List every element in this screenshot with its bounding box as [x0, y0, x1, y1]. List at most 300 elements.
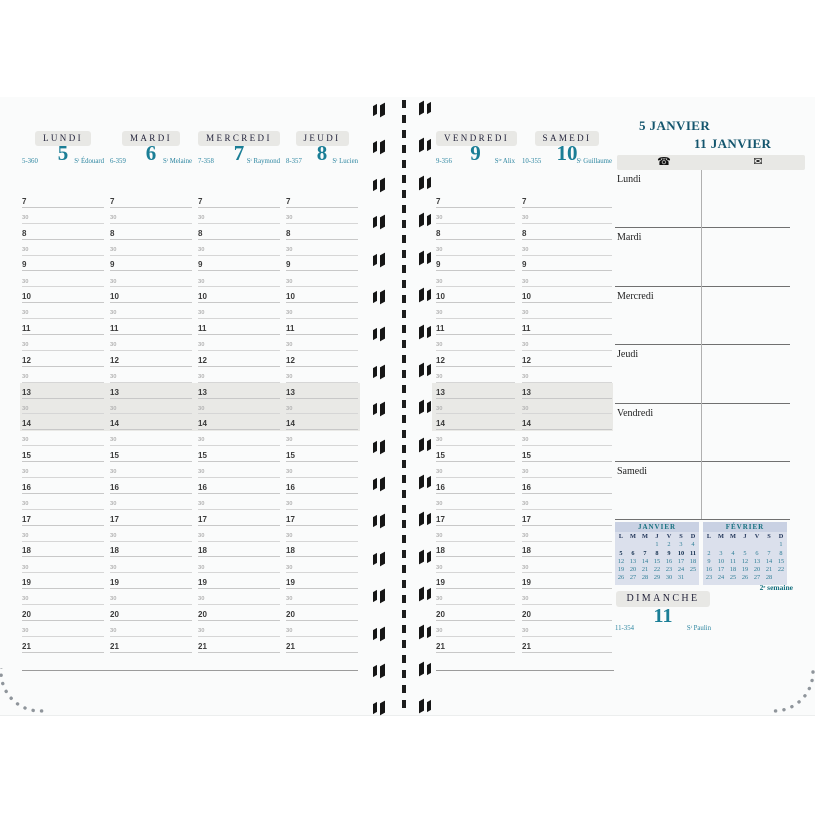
time-label: 11 — [436, 324, 445, 334]
time-label: 30 — [22, 310, 29, 317]
time-row — [198, 414, 280, 430]
calendar-date: 4 — [691, 541, 695, 549]
day-number: 11 — [653, 605, 673, 627]
time-label: 30 — [110, 564, 117, 571]
time-label: 30 — [110, 532, 117, 539]
time-label: 13 — [436, 387, 445, 397]
time-row — [110, 462, 192, 478]
time-row — [198, 589, 280, 605]
time-label: 30 — [198, 405, 205, 412]
daily-notes-list — [615, 170, 790, 520]
time-row — [286, 526, 358, 542]
phone-icon: ☎ — [657, 156, 671, 168]
time-row — [110, 414, 192, 430]
time-label: 30 — [286, 246, 293, 253]
time-row — [22, 367, 104, 383]
time-row — [436, 430, 515, 446]
notes-divider-line — [701, 170, 702, 519]
time-label: 14 — [436, 419, 445, 429]
time-label: 30 — [522, 532, 529, 539]
mail-zone — [711, 155, 805, 170]
time-row — [522, 589, 612, 605]
time-row — [198, 351, 280, 367]
time-row — [22, 319, 104, 335]
calendar-date — [687, 574, 699, 582]
calendar-date: 1 — [655, 541, 659, 549]
time-row — [22, 573, 104, 589]
time-label: 30 — [522, 596, 529, 603]
time-label: 30 — [22, 246, 29, 253]
time-label: 14 — [110, 419, 119, 429]
time-label: 30 — [198, 469, 205, 476]
time-label: 19 — [522, 578, 531, 588]
time-label: 15 — [110, 451, 119, 461]
notes-day-label: Jeudi — [617, 349, 639, 361]
day-name: DIMANCHE — [616, 591, 709, 607]
page-bottom-rule-left — [22, 670, 358, 671]
time-row — [436, 621, 515, 637]
time-row — [286, 462, 358, 478]
time-row — [522, 478, 612, 494]
time-row — [436, 589, 515, 605]
calendar-date: 23 — [665, 566, 673, 574]
time-row — [286, 430, 358, 446]
day-ordinal: 6-359 — [110, 158, 126, 165]
time-row — [22, 621, 104, 637]
time-label: 30 — [110, 342, 117, 349]
time-label: 30 — [286, 342, 293, 349]
time-row — [436, 526, 515, 542]
time-row — [22, 399, 104, 415]
time-label: 30 — [110, 405, 117, 412]
calendar-dow: L — [618, 533, 624, 540]
time-label: 16 — [436, 482, 445, 492]
calendar-date: 18 — [729, 566, 737, 574]
calendar-date: 7 — [643, 549, 647, 557]
time-row — [22, 303, 104, 319]
time-row — [22, 462, 104, 478]
time-label: 20 — [110, 610, 119, 620]
time-label: 13 — [522, 387, 531, 397]
time-row — [522, 494, 612, 510]
time-label: 9 — [436, 260, 441, 270]
time-label: 17 — [198, 514, 207, 524]
notes-section-lundi — [615, 170, 790, 228]
time-label: 19 — [436, 578, 445, 588]
time-row — [22, 351, 104, 367]
sunday-block — [615, 588, 711, 632]
time-row — [286, 256, 358, 272]
calendar-dow: S — [679, 533, 683, 540]
time-row — [286, 478, 358, 494]
time-label: 30 — [110, 214, 117, 221]
time-label: 13 — [110, 387, 119, 397]
time-row — [110, 319, 192, 335]
time-row — [436, 446, 515, 462]
time-row — [436, 494, 515, 510]
time-row — [286, 573, 358, 589]
time-label: 30 — [22, 469, 29, 476]
calendar-date: 8 — [655, 549, 659, 557]
time-row — [436, 256, 515, 272]
time-row — [110, 446, 192, 462]
time-row — [22, 494, 104, 510]
day-meta — [22, 158, 104, 165]
calendar-date — [763, 541, 775, 549]
calendar-date: 14 — [641, 557, 649, 565]
calendar-date: 11 — [729, 557, 737, 565]
calendar-dow: D — [690, 533, 696, 540]
calendar-date: 11 — [690, 549, 696, 557]
time-label: 30 — [198, 310, 205, 317]
time-label: 30 — [198, 342, 205, 349]
calendar-date: 3 — [679, 541, 683, 549]
page-bottom-rule-right — [436, 670, 614, 671]
time-label: 20 — [22, 610, 31, 620]
time-label: 30 — [286, 437, 293, 444]
time-label: 15 — [286, 451, 295, 461]
time-row — [198, 383, 280, 399]
time-row — [522, 557, 612, 573]
time-row — [110, 240, 192, 256]
calendar-date — [715, 541, 727, 549]
time-label: 17 — [436, 514, 445, 524]
day-saint: Sᵗ Melaine — [162, 158, 192, 165]
time-label: 20 — [436, 610, 445, 620]
time-label: 10 — [436, 292, 445, 302]
time-row — [110, 557, 192, 573]
calendar-date: 31 — [677, 574, 685, 582]
time-grid — [110, 192, 192, 653]
day-ordinal: 10-355 — [522, 158, 542, 165]
calendar-date — [639, 541, 651, 549]
week-summary-sidebar — [615, 118, 811, 638]
calendar-date: 26 — [617, 574, 625, 582]
day-column-jeudi — [286, 120, 358, 665]
time-row — [110, 621, 192, 637]
contact-icon-bar — [617, 155, 805, 170]
time-row — [286, 621, 358, 637]
time-label: 8 — [110, 228, 115, 238]
calendar-date: 27 — [753, 574, 761, 582]
time-row — [110, 383, 192, 399]
time-row — [436, 319, 515, 335]
calendar-date: 28 — [641, 574, 649, 582]
calendar-date: 8 — [779, 549, 783, 557]
dotted-arc-bottom-right — [770, 668, 815, 715]
time-label: 12 — [110, 355, 119, 365]
time-row — [110, 430, 192, 446]
time-label: 30 — [22, 278, 29, 285]
time-row — [286, 589, 358, 605]
calendar-date: 24 — [677, 566, 685, 574]
time-row — [286, 383, 358, 399]
calendar-date: 2 — [707, 549, 711, 557]
calendar-date: 9 — [707, 557, 711, 565]
calendar-month-title: JANVIER — [615, 522, 699, 532]
time-row — [522, 526, 612, 542]
day-ordinal: 5-360 — [22, 158, 38, 165]
time-label: 9 — [198, 260, 203, 270]
time-row — [286, 542, 358, 558]
calendar-date: 16 — [665, 557, 673, 565]
time-row — [198, 256, 280, 272]
calendar-date: 10 — [677, 549, 685, 557]
time-label: 11 — [286, 324, 295, 334]
calendar-date: 13 — [629, 557, 637, 565]
notes-section-mercredi — [615, 287, 790, 345]
time-label: 11 — [22, 324, 31, 334]
time-row — [110, 542, 192, 558]
time-row — [198, 208, 280, 224]
calendar-date: 20 — [629, 566, 637, 574]
time-label: 11 — [110, 324, 119, 334]
time-label: 30 — [436, 310, 443, 317]
calendar-date: 19 — [617, 566, 625, 574]
time-label: 30 — [110, 628, 117, 635]
time-label: 18 — [198, 546, 207, 556]
calendar-date: 12 — [617, 557, 625, 565]
calendar-date: 19 — [741, 566, 749, 574]
time-row — [436, 224, 515, 240]
time-label: 19 — [198, 578, 207, 588]
time-row — [198, 510, 280, 526]
time-label: 18 — [286, 546, 295, 556]
time-row — [22, 335, 104, 351]
day-name: SAMEDI — [535, 131, 600, 146]
time-label: 30 — [22, 628, 29, 635]
calendar-dow: M — [630, 533, 636, 540]
time-label: 19 — [110, 578, 119, 588]
time-row — [286, 351, 358, 367]
calendar-date — [739, 541, 751, 549]
time-row — [436, 557, 515, 573]
time-row — [198, 621, 280, 637]
day-saint: Sᵗ Paulin — [686, 625, 711, 632]
time-row — [22, 240, 104, 256]
time-row — [436, 414, 515, 430]
time-label: 30 — [522, 310, 529, 317]
time-grid — [198, 192, 280, 653]
time-label: 18 — [22, 546, 31, 556]
time-label: 15 — [22, 451, 31, 461]
calendar-date — [727, 541, 739, 549]
time-row — [198, 224, 280, 240]
day-meta — [110, 158, 192, 165]
time-row — [522, 271, 612, 287]
day-column-vendredi — [436, 120, 515, 665]
time-label: 14 — [198, 419, 207, 429]
time-row — [110, 399, 192, 415]
time-label: 10 — [22, 292, 31, 302]
time-label: 30 — [110, 246, 117, 253]
time-row — [22, 287, 104, 303]
notes-section-mardi — [615, 228, 790, 286]
day-number: 7 — [233, 141, 245, 165]
time-row — [198, 446, 280, 462]
day-number: 5 — [57, 141, 69, 165]
time-row — [110, 208, 192, 224]
week-number-label: 2ᵉ semaine — [759, 583, 793, 592]
calendar-date: 17 — [677, 557, 685, 565]
time-label: 12 — [286, 355, 295, 365]
dotted-arc-bottom-left — [0, 668, 45, 715]
calendar-date: 29 — [653, 574, 661, 582]
day-number: 10 — [556, 141, 578, 165]
time-label: 17 — [522, 514, 531, 524]
calendar-date: 24 — [717, 574, 725, 582]
calendar-date: 17 — [717, 566, 725, 574]
time-label: 30 — [198, 596, 205, 603]
calendar-date — [751, 541, 763, 549]
time-label: 30 — [522, 214, 529, 221]
calendar-date: 6 — [755, 549, 759, 557]
time-label: 16 — [22, 482, 31, 492]
time-label: 10 — [286, 292, 295, 302]
week-start-label: 5 JANVIER — [639, 118, 711, 133]
time-label: 9 — [110, 260, 115, 270]
time-label: 30 — [286, 405, 293, 412]
calendar-date: 9 — [667, 549, 671, 557]
calendar-dow: J — [655, 533, 659, 540]
time-row — [436, 287, 515, 303]
time-label: 30 — [286, 373, 293, 380]
time-label: 14 — [522, 419, 531, 429]
mini-calendar-january — [615, 522, 699, 585]
notes-day-label: Mercredi — [617, 290, 654, 302]
calendar-date: 16 — [705, 566, 713, 574]
calendar-date: 25 — [689, 566, 697, 574]
time-label: 7 — [436, 196, 441, 206]
time-row — [522, 446, 612, 462]
time-row — [110, 287, 192, 303]
time-row — [436, 462, 515, 478]
calendar-date: 25 — [729, 574, 737, 582]
calendar-dow: V — [754, 533, 760, 540]
time-row — [286, 271, 358, 287]
time-label: 30 — [436, 214, 443, 221]
time-row — [286, 605, 358, 621]
calendar-grid — [703, 532, 787, 585]
calendar-date — [775, 574, 787, 582]
time-label: 16 — [198, 482, 207, 492]
time-row — [522, 621, 612, 637]
calendar-date: 2 — [667, 541, 671, 549]
time-label: 30 — [110, 501, 117, 508]
time-row — [198, 557, 280, 573]
time-label: 7 — [198, 196, 203, 206]
day-name: JEUDI — [296, 131, 349, 146]
calendar-dow: M — [730, 533, 736, 540]
time-row — [522, 542, 612, 558]
time-row — [522, 351, 612, 367]
time-row — [198, 573, 280, 589]
time-label: 30 — [22, 214, 29, 221]
time-row — [198, 605, 280, 621]
time-row — [22, 383, 104, 399]
calendar-date: 12 — [741, 557, 749, 565]
time-row — [198, 367, 280, 383]
time-row — [522, 256, 612, 272]
calendar-date: 28 — [765, 574, 773, 582]
time-row — [522, 335, 612, 351]
time-label: 30 — [110, 278, 117, 285]
time-row — [22, 478, 104, 494]
calendar-grid — [615, 532, 699, 585]
time-row — [436, 303, 515, 319]
calendar-dow: L — [706, 533, 712, 540]
time-label: 30 — [198, 564, 205, 571]
time-label: 30 — [22, 373, 29, 380]
day-saint: Sᵗᵉ Alix — [494, 158, 515, 165]
time-label: 15 — [522, 451, 531, 461]
time-row — [198, 542, 280, 558]
time-row — [286, 319, 358, 335]
time-row — [522, 192, 612, 208]
notes-section-samedi — [615, 462, 790, 520]
time-row — [198, 637, 280, 653]
time-row — [22, 589, 104, 605]
time-label: 30 — [198, 532, 205, 539]
time-row — [110, 303, 192, 319]
time-label: 30 — [22, 564, 29, 571]
time-row — [110, 256, 192, 272]
time-label: 30 — [198, 246, 205, 253]
time-row — [522, 430, 612, 446]
calendar-date — [703, 541, 715, 549]
time-label: 30 — [198, 278, 205, 285]
day-column-mardi — [110, 120, 192, 665]
time-label: 30 — [198, 214, 205, 221]
week-end-label: 11 JANVIER — [694, 136, 772, 151]
time-row — [436, 192, 515, 208]
time-label: 8 — [286, 228, 291, 238]
time-label: 30 — [436, 501, 443, 508]
time-row — [110, 271, 192, 287]
time-label: 14 — [22, 419, 31, 429]
time-row — [436, 478, 515, 494]
time-grid — [286, 192, 358, 653]
calendar-date: 27 — [629, 574, 637, 582]
time-label: 12 — [522, 355, 531, 365]
time-label: 30 — [286, 310, 293, 317]
time-label: 30 — [436, 564, 443, 571]
time-row — [286, 208, 358, 224]
time-row — [110, 351, 192, 367]
calendar-date: 5 — [743, 549, 747, 557]
day-saint: Sᵗ Lucien — [332, 158, 358, 165]
time-label: 30 — [110, 373, 117, 380]
time-label: 21 — [110, 641, 119, 651]
time-row — [522, 240, 612, 256]
calendar-date: 6 — [631, 549, 635, 557]
day-name: VENDREDI — [436, 131, 517, 146]
day-meta — [198, 158, 280, 165]
day-meta — [286, 158, 358, 165]
time-label: 21 — [22, 641, 31, 651]
time-row — [110, 367, 192, 383]
time-row — [198, 399, 280, 415]
calendar-dow: M — [642, 533, 648, 540]
time-row — [286, 399, 358, 415]
time-row — [522, 605, 612, 621]
time-row — [198, 430, 280, 446]
day-ordinal: 8-357 — [286, 158, 302, 165]
time-row — [22, 637, 104, 653]
time-row — [22, 510, 104, 526]
time-row — [198, 335, 280, 351]
time-label: 30 — [436, 596, 443, 603]
